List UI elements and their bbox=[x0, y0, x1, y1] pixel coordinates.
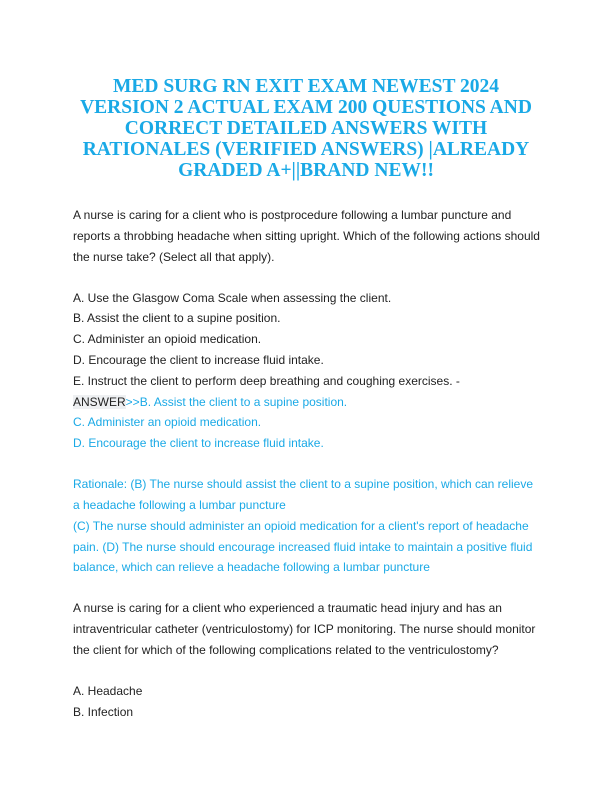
title-line: CORRECT DETAILED ANSWERS WITH bbox=[124, 118, 488, 139]
question-1-rationale-line: pain. (D) The nurse should encourage increased fluid intake to maintain a positive fluid bbox=[73, 540, 533, 554]
title-line: MED SURG RN EXIT EXAM NEWEST 2024 bbox=[112, 76, 500, 97]
question-1-option-b: B. Assist the client to a supine position. bbox=[73, 311, 281, 325]
question-1-stem-line: the nurse take? (Select all that apply). bbox=[73, 250, 275, 264]
question-2-option-a: A. Headache bbox=[73, 684, 143, 698]
question-1-rationale-line: (C) The nurse should administer an opioid medication for a client's report of headache bbox=[73, 519, 529, 533]
question-1-answer-line bbox=[73, 395, 347, 409]
question-1-stem-line: A nurse is caring for a client who is postprocedure following a lumbar puncture and bbox=[73, 208, 512, 222]
answer-text: >>B. Assist the client to a supine position. bbox=[125, 395, 348, 409]
question-2-stem-line: A nurse is caring for a client who experienced a traumatic head injury and has an bbox=[73, 601, 502, 615]
question-2-stem-line: the client for which of the following complications related to the ventriculostomy? bbox=[73, 643, 499, 657]
question-2-stem-line: intraventricular catheter (ventriculostomy) for ICP monitoring. The nurse should monitor bbox=[73, 622, 536, 636]
question-1-option-d: D. Encourage the client to increase fluid intake. bbox=[73, 353, 324, 367]
answer-prefix: ANSWER bbox=[73, 395, 126, 409]
question-1-option-e: E. Instruct the client to perform deep breathing and coughing exercises. - bbox=[73, 374, 460, 388]
question-1-option-c: C. Administer an opioid medication. bbox=[73, 332, 262, 346]
question-1-answer-line: D. Encourage the client to increase fluid intake. bbox=[73, 436, 324, 450]
question-1-rationale-line: balance, which can relieve a headache following a lumbar puncture bbox=[73, 560, 430, 574]
question-1-rationale-line: a headache following a lumbar puncture bbox=[73, 498, 286, 512]
question-2-option-b: B. Infection bbox=[73, 705, 134, 719]
title-line: VERSION 2 ACTUAL EXAM 200 QUESTIONS AND bbox=[80, 97, 532, 118]
question-1-stem-line: reports a throbbing headache when sitting upright. Which of the following actions should bbox=[73, 229, 540, 243]
question-1-rationale-line: Rationale: (B) The nurse should assist the client to a supine position, which can relieve bbox=[73, 477, 534, 491]
document-title bbox=[60, 76, 552, 181]
question-1-answer-line: C. Administer an opioid medication. bbox=[73, 415, 262, 429]
title-line: RATIONALES (VERIFIED ANSWERS) |ALREADY bbox=[82, 139, 530, 160]
question-1-option-a: A. Use the Glasgow Coma Scale when assessing the client. bbox=[73, 291, 392, 305]
title-line: GRADED A+||BRAND NEW!! bbox=[178, 160, 434, 181]
